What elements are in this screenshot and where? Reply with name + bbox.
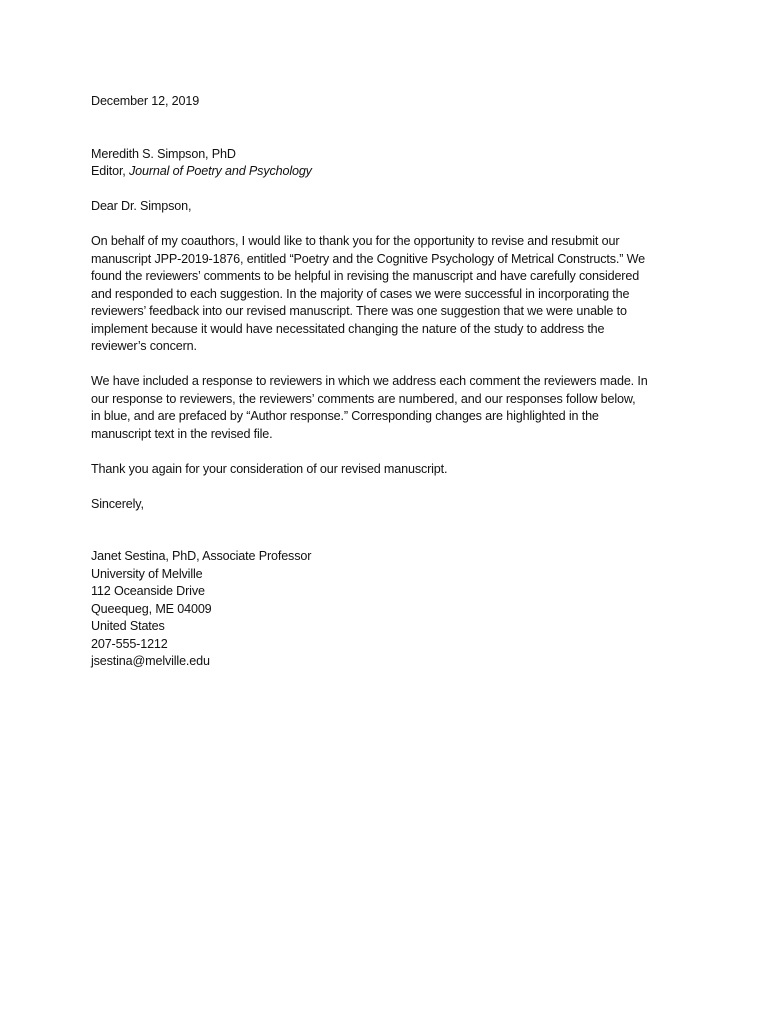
recipient-title-line: [91, 163, 671, 181]
closing: Sincerely,: [91, 496, 144, 511]
letter-body: [91, 93, 671, 671]
paragraph-2-line: We have included a response to reviewers in which we address each comment the reviewers made. In: [91, 374, 648, 388]
paragraph-1-line: On behalf of my coauthors, I would like to thank you for the opportunity to revise and resubmit our: [91, 234, 620, 248]
paragraph-2-line: in blue, and are prefaced by “Author response.” Corresponding changes are highlighted in the: [91, 409, 599, 423]
recipient-name: Meredith S. Simpson, PhD: [91, 146, 236, 161]
recipient-block: [91, 146, 671, 181]
signature-block: [91, 548, 671, 671]
journal-name: Journal of Poetry and Psychology: [129, 164, 312, 178]
signer-institution: University of Melville: [91, 566, 203, 581]
signer-phone: 207-555-1212: [91, 636, 168, 651]
paragraph-1-line: reviewers’ feedback into our revised manuscript. There was one suggestion that we were unable to: [91, 304, 627, 318]
paragraph-1-line: found the reviewers’ comments to be helpful in revising the manuscript and have carefully considered: [91, 269, 640, 283]
paragraph-1-line: implement because it would have necessitated changing the nature of the study to address the: [91, 321, 605, 336]
salutation: Dear Dr. Simpson,: [91, 199, 192, 213]
paragraph-2: [91, 373, 671, 443]
signer-email: jsestina@melville.edu: [91, 654, 210, 668]
signer-country: United States: [91, 619, 165, 633]
paragraph-2-line: manuscript text in the revised file.: [91, 426, 273, 441]
recipient-title: Editor,: [91, 164, 126, 178]
signer-city: Queequeg, ME 04009: [91, 601, 212, 616]
paragraph-1: [91, 233, 671, 356]
signer-name-title: Janet Sestina, PhD, Associate Professor: [91, 549, 312, 563]
paragraph-3: Thank you again for your consideration of our revised manuscript.: [91, 461, 448, 476]
paragraph-1-line: reviewer’s concern.: [91, 339, 197, 353]
letter-date: December 12, 2019: [91, 94, 200, 108]
paragraph-1-line: manuscript JPP-2019-1876, entitled “Poetry and the Cognitive Psychology of Metrical Constructs.” We: [91, 251, 646, 266]
paragraph-1-line: and responded to each suggestion. In the majority of cases we were successful in incorporating the: [91, 286, 630, 301]
paragraph-2-line: our response to reviewers, the reviewers’ comments are numbered, and our responses follow below,: [91, 391, 636, 406]
signer-street: 112 Oceanside Drive: [91, 584, 205, 598]
